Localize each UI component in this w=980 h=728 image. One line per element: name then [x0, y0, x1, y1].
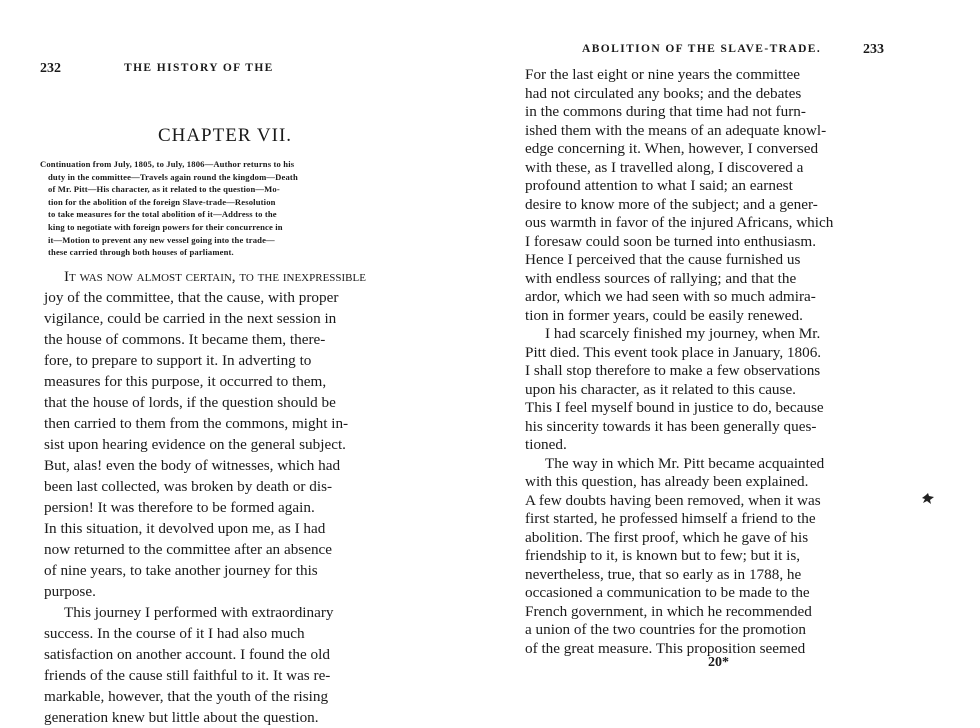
body-line: This I feel myself bound in justice to do, because: [525, 399, 824, 416]
running-head-right: ABOLITION OF THE SLAVE-TRADE.: [582, 43, 822, 55]
right-page: [490, 0, 980, 716]
body-line: It was now almost certain, to the inexpressible: [64, 268, 366, 285]
synopsis-line: these carried through both houses of parliament.: [48, 247, 234, 258]
body-line: persion! It was therefore to be formed again.: [44, 499, 315, 516]
body-line: tion in former years, could be easily renewed.: [525, 306, 803, 324]
body-line: I shall stop therefore to make a few observations: [525, 362, 821, 379]
ink-blot-mark: [921, 492, 935, 510]
synopsis-line: it—Motion to prevent any new vessel going into the trade—: [48, 234, 275, 245]
body-line: now returned to the committee after an absence: [44, 541, 333, 558]
body-line: Pitt died. This event took place in January, 1806.: [525, 343, 822, 361]
body-line: edge concerning it. When, however, I conversed: [525, 140, 819, 157]
synopsis-line: duty in the committee—Travels again round the kingdom—Death: [48, 171, 298, 182]
body-line: ardor, which we had seen with so much admira-: [525, 288, 816, 305]
body-line: of the great measure. This proposition seemed: [525, 639, 806, 657]
body-line: occasioned a communication to be made to the: [525, 584, 810, 601]
body-line: For the last eight or nine years the committee: [525, 66, 800, 83]
body-line: This journey I performed with extraordinary: [64, 604, 334, 621]
left-body-text: [44, 266, 422, 728]
chapter-synopsis: [40, 158, 420, 259]
body-line: But, alas! even the body of witnesses, which had: [44, 457, 341, 474]
body-line: been last collected, was broken by death or dis-: [44, 478, 333, 495]
body-line: joy of the committee, that the cause, with proper: [44, 289, 339, 306]
page-number-left: 232: [40, 61, 61, 76]
body-line: measures for this purpose, it occurred to them,: [44, 373, 327, 390]
left-page: [0, 0, 490, 726]
body-line: profound attention to what I said; an earnest: [525, 177, 793, 194]
body-line: ished them with the means of an adequate knowl-: [525, 121, 827, 139]
body-line: friends of the cause still faithful to it. It was re-: [44, 667, 331, 684]
body-line: his sincerity towards it has been generally ques-: [525, 417, 817, 435]
signature-mark: 20*: [708, 655, 729, 670]
body-line: markable, however, that the youth of the rising: [44, 688, 329, 705]
body-line: Hence I perceived that the cause furnished us: [525, 251, 801, 268]
synopsis-line: to take measures for the total abolition of it—Address to the: [48, 209, 277, 220]
body-line: abolition. The first proof, which he gave of his: [525, 528, 809, 546]
body-line: A few doubts having been removed, when it was: [525, 491, 821, 509]
body-line: French government, in which he recommended: [525, 602, 812, 620]
body-line: desire to know more of the subject; and a gener-: [525, 195, 818, 213]
synopsis-line: king to negotiate with foreign powers for their concurrence in: [48, 221, 283, 232]
body-line: ous warmth in favor of the injured Africans, which: [525, 214, 834, 231]
body-line: In this situation, it devolved upon me, as I had: [44, 520, 326, 537]
body-line: I had scarcely finished my journey, when Mr.: [545, 325, 821, 342]
synopsis-line: tion for the abolition of the foreign Slave-trade—Resolution: [48, 196, 276, 207]
body-line: sist upon hearing evidence on the general subject.: [44, 436, 346, 453]
body-line: success. In the course of it I had also much: [44, 625, 305, 642]
body-line: of nine years, to take another journey for this: [44, 562, 318, 579]
body-line: satisfaction on another account. I found the old: [44, 646, 330, 663]
body-line: I foresaw could soon be turned into enthusiasm.: [525, 232, 817, 250]
body-line: then carried to them from the commons, might in-: [44, 415, 349, 432]
body-line: The way in which Mr. Pitt became acquainted: [545, 454, 825, 472]
body-line: fore, to prepare to support it. In adverting to: [44, 352, 312, 369]
body-line: friendship to it, is known but to few; but it is,: [525, 547, 801, 564]
ink-blot-icon: [921, 493, 935, 505]
body-line: upon his character, as it related to this cause.: [525, 380, 796, 398]
body-line: a union of the two countries for the promotion: [525, 621, 806, 638]
body-line: generation knew but little about the question.: [44, 709, 319, 726]
synopsis-line: of Mr. Pitt—His character, as it related to the question—Mo-: [48, 184, 280, 195]
body-line: tioned.: [525, 436, 567, 453]
right-body-text: [525, 66, 897, 658]
body-line: the house of commons. It became them, there-: [44, 331, 326, 348]
body-line: with endless sources of rallying; and that the: [525, 269, 797, 287]
synopsis-line: Continuation from July, 1805, to July, 1806—Author returns to his: [40, 159, 295, 169]
body-line: with this question, has already been explained.: [525, 473, 809, 490]
page-number-right: 233: [863, 42, 884, 57]
body-line: in the commons during that time had not furn-: [525, 103, 806, 120]
running-head-left: THE HISTORY OF THE: [124, 62, 274, 74]
body-line: vigilance, could be carried in the next session in: [44, 310, 337, 327]
body-line: nevertheless, true, that so early as in 1788, he: [525, 565, 802, 583]
chapter-title: CHAPTER VII.: [157, 125, 293, 146]
body-line: first started, he professed himself a friend to the: [525, 510, 816, 527]
body-line: had not circulated any books; and the debates: [525, 84, 802, 102]
body-line: purpose.: [44, 583, 96, 600]
body-line: that the house of lords, if the question should be: [44, 394, 336, 411]
body-line: with these, as I travelled along, I discovered a: [525, 158, 804, 176]
